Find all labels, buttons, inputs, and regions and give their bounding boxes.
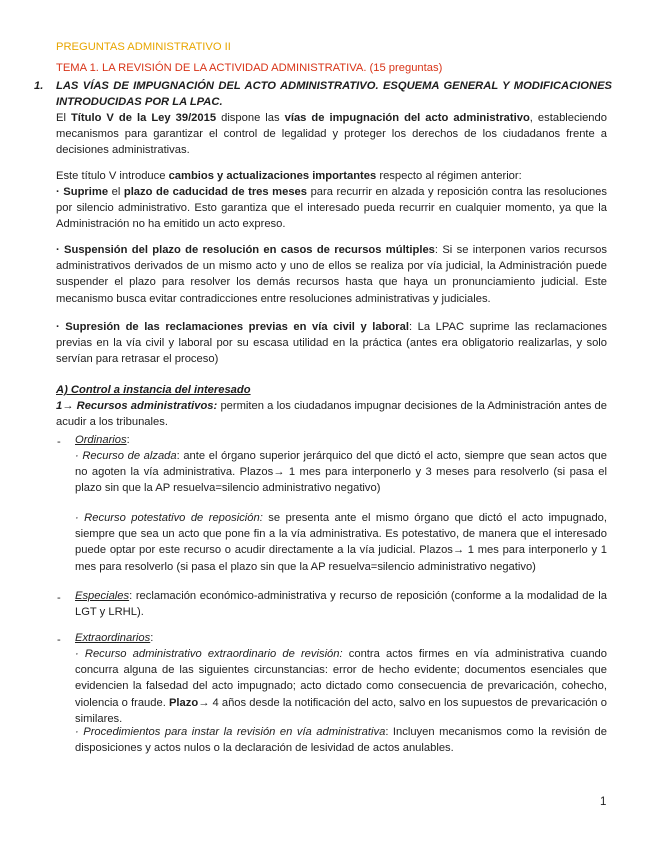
question-number: 1. xyxy=(34,80,44,92)
intro-emphasis: vías de impugnación del acto administrativo xyxy=(284,112,530,124)
intro-text: El xyxy=(56,112,71,124)
document-title: PREGUNTAS ADMINISTRATIVO II xyxy=(56,41,231,53)
change-label: · Suspensión del plazo de resolución en casos de recursos múltiples xyxy=(56,244,435,256)
recurso-label: · Recurso de alzada xyxy=(75,450,177,462)
section-a-heading xyxy=(56,382,607,398)
recursos-text: permiten a los ciudadanos impugnar decisiones de la Administración antes de acudir a los tribunales. xyxy=(56,400,608,429)
extraordinarios-label xyxy=(75,630,607,646)
recursos-paragraph xyxy=(56,398,607,430)
intro-text: dispone las xyxy=(216,112,285,124)
question-title: LAS VÍAS DE IMPUGNACIÓN DEL ACTO ADMINISTRATIVO. ESQUEMA GENERAL Y MODIFICACIONES INTRODUCIDAS POR LA LPAC. xyxy=(56,80,612,109)
recurso-text: : Incluyen mecanismos como la revisión de disposiciones y actos nulos o la declaración de lesividad de actos anulables. xyxy=(75,726,608,755)
list-dash: - xyxy=(57,436,61,448)
change-item-reclamaciones xyxy=(56,319,607,368)
intro-text: , estableciendo mecanismos para garantizar el control de legalidad y proteger los derechos de los ciudadanos frente a decisiones administrativas. xyxy=(56,112,607,157)
intro-law-ref: Título V de la Ley 39/2015 xyxy=(70,112,217,124)
change-item-suspension xyxy=(56,242,607,307)
change-text: : Si se interponen varios recursos administrativos derivados de un mismo acto y uno de ellos se realiza por vía judicial, la Administración puede suspender el plazo para resolver los demás recursos hasta que haya un pronunciamiento judicial. Este mecanismo busca evitar contradicciones entre resoluciones administrativas y judiciales. xyxy=(56,244,607,305)
plazo-label: Plazo xyxy=(168,696,199,709)
changes-intro-emphasis: cambios y actualizaciones importantes xyxy=(168,170,377,182)
list-dash: - xyxy=(57,592,61,604)
recursos-label: 1→ Recursos administrativos: xyxy=(56,400,218,412)
recurso-text: se presenta ante el mismo órgano que dictó el acto impugnado, siempre que sea un acto que pone fin a la vía administrativa. Es potestativo, de manera que el interesado puede optar por este recurso o acudir directamente a la vía judicial. Plazos→ 1 mes para interponerlo y 1 mes para resolverlo (si pasa el plazo sin que la AP resuelva=silencio administrativo negativo) xyxy=(75,512,607,573)
category-label: Especiales xyxy=(75,590,130,602)
category-label: Extraordinarios xyxy=(75,632,151,644)
category-label: Ordinarios xyxy=(75,434,127,446)
change-item-caducidad xyxy=(56,184,607,233)
category-colon: : xyxy=(126,434,130,446)
list-dash: - xyxy=(57,634,61,646)
ordinarios-label xyxy=(75,432,607,448)
topic-heading: TEMA 1. LA REVISIÓN DE LA ACTIVIDAD ADMINISTRATIVA. (15 preguntas) xyxy=(56,62,443,74)
procedimientos-revision xyxy=(75,724,607,756)
page-number: 1 xyxy=(600,796,607,808)
recurso-reposicion xyxy=(75,510,607,575)
recurso-alzada xyxy=(75,448,607,497)
changes-intro-text: Este título V introduce xyxy=(56,170,169,182)
change-text: para recurrir en alzada y reposición contra las resoluciones por silencio administrativo. Esto garantiza que el interesado pueda recurrir en cualquier momento, ya que la Administración no ha emitido un acto expreso. xyxy=(56,186,607,231)
recurso-label: · Recurso administrativo extraordinario de revisión: xyxy=(75,648,343,660)
change-text: : La LPAC suprime las reclamaciones previas en la vía civil y laboral por su escasa utilidad en la práctica (antes era obligatorio realizarlas, y solo servían para retrasar el proceso) xyxy=(56,321,607,366)
especiales-paragraph xyxy=(75,588,607,620)
category-text: : reclamación económico-administrativa y recurso de reposición (conforme a la modalidad de la LGT y LRHL). xyxy=(75,590,607,619)
recurso-label: · Recurso potestativo de reposición: xyxy=(75,512,263,524)
change-label: · Suprime xyxy=(56,186,109,198)
change-emphasis: plazo de caducidad de tres meses xyxy=(123,186,308,198)
changes-intro-paragraph xyxy=(56,168,607,184)
changes-intro-text: respecto al régimen anterior: xyxy=(376,170,522,182)
section-heading: A) Control a instancia del interesado xyxy=(56,384,251,396)
recurso-text: : ante el órgano superior jerárquico del que dictó el acto, siempre que sean actos que no agoten la vía administrativa. Plazos→ 1 mes para interponerlo y 3 meses para resolverlo (si pasa el plazo sin que la AP resuelva=silencio administrativo negativo) xyxy=(75,450,608,495)
category-colon: : xyxy=(150,632,154,644)
change-label: · Supresión de las reclamaciones previas en vía civil y laboral xyxy=(56,321,409,333)
recurso-label: · Procedimientos para instar la revisión en vía administrativa xyxy=(75,726,386,738)
intro-paragraph xyxy=(56,110,607,159)
plazo-text: → 4 años desde la notificación del acto, salvo en los supuestos de prevaricación o similares. xyxy=(75,696,607,725)
recurso-text: contra actos firmes en vía administrativa cuando concurra alguna de las siguientes circunstancias: error de hecho evidente; documentos esenciales que evidencien la falsedad del acto impugnado; acto dictado como consecuencia de prevaricación, cohecho, violencia o fraude. xyxy=(75,648,607,709)
recurso-revision xyxy=(75,646,607,727)
change-text: el xyxy=(108,186,124,198)
